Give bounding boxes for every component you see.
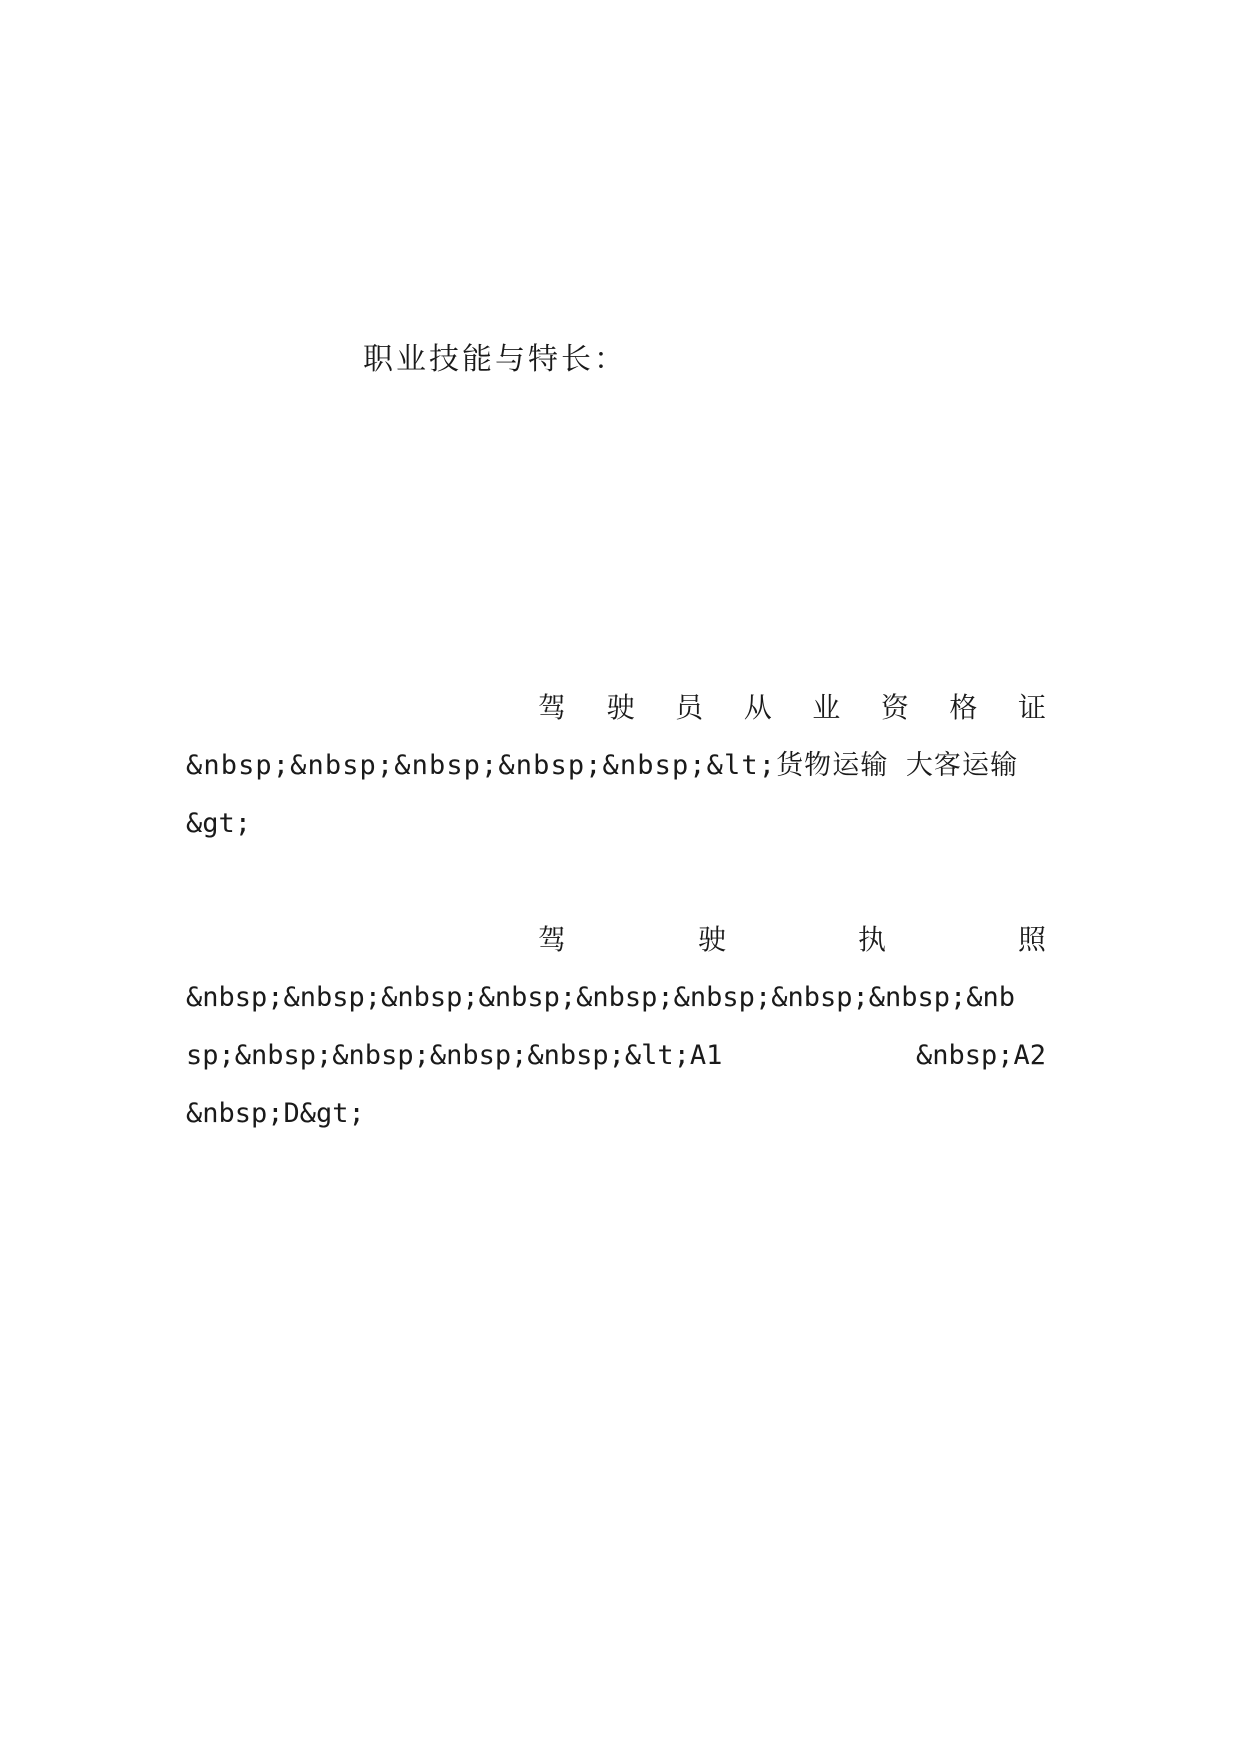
license-title: [538, 920, 1046, 960]
cert-title-char: 员: [675, 691, 704, 724]
cert-title-char: 驾: [538, 691, 567, 724]
license-classes-right: &nbsp;A2: [915, 1040, 1046, 1071]
cert-title-char: 资: [880, 691, 909, 724]
license-classes-row: [186, 1036, 1046, 1076]
license-title-char: 照: [1017, 923, 1046, 956]
license-detail-end: &nbsp;D&gt;: [186, 1098, 365, 1129]
cert-detail-line: &nbsp;&nbsp;&nbsp;&nbsp;&nbsp;&lt;货物运输 大客运输: [186, 750, 1019, 781]
cert-title-char: 业: [812, 691, 841, 724]
cert-title-char: 格: [949, 691, 978, 724]
cert-title-char: 证: [1017, 691, 1046, 724]
license-detail-line: &nbsp;&nbsp;&nbsp;&nbsp;&nbsp;&nbsp;&nbsp;&nbsp;&nb: [186, 982, 1016, 1013]
license-classes-left: sp;&nbsp;&nbsp;&nbsp;&nbsp;&lt;A1: [186, 1040, 723, 1071]
cert-title: [538, 688, 1046, 728]
section-heading: 职业技能与特长：: [363, 342, 627, 377]
license-title-char: 执: [857, 923, 886, 956]
license-title-char: 驶: [697, 923, 726, 956]
cert-title-char: 从: [743, 691, 772, 724]
cert-title-char: 驶: [606, 691, 635, 724]
cert-detail-end: &gt;: [186, 808, 252, 839]
license-title-char: 驾: [538, 923, 567, 956]
